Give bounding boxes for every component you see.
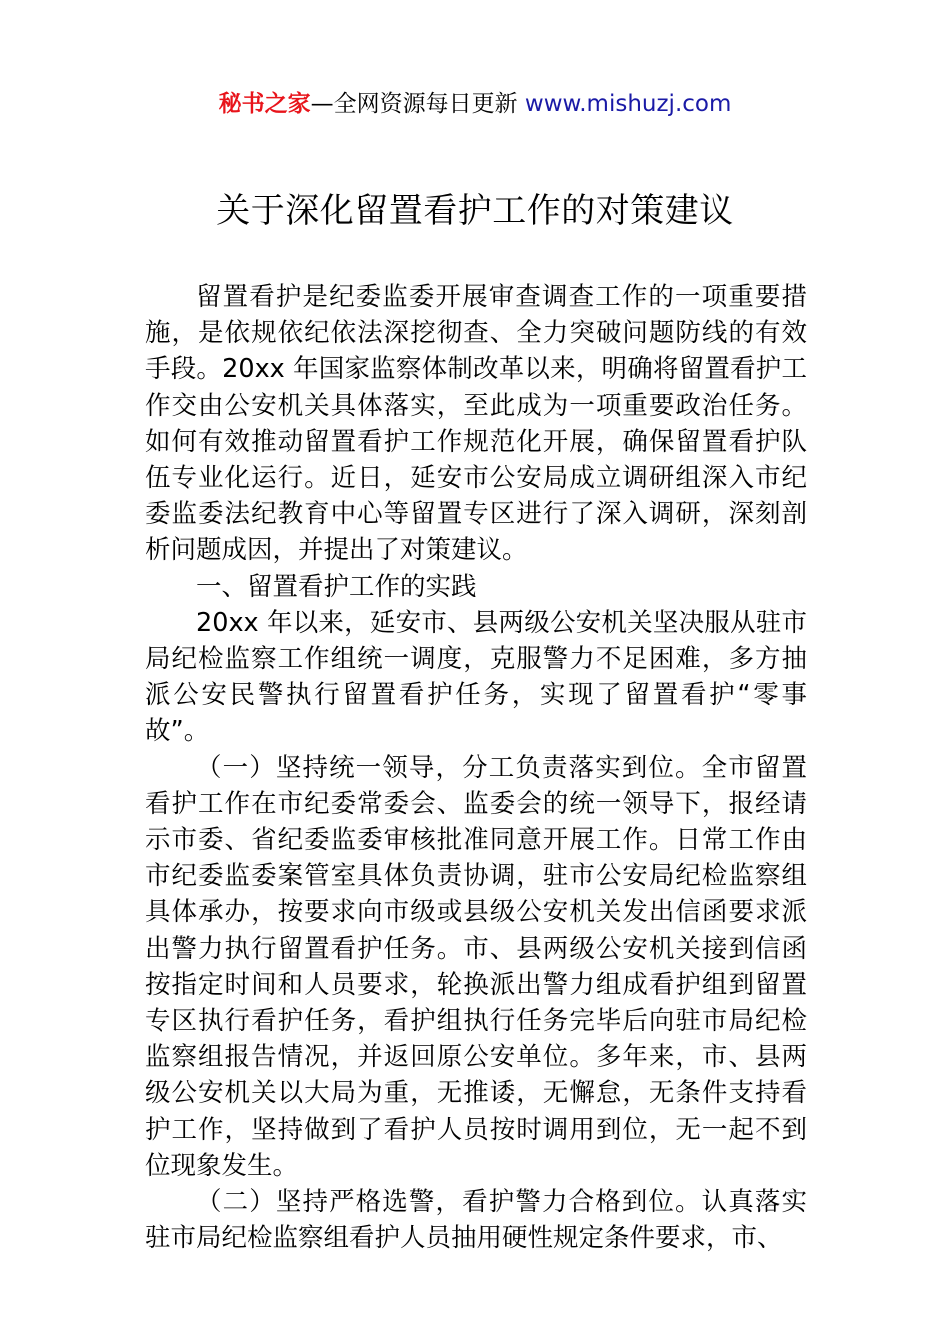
paragraph-unified-leadership: （一）坚持统一领导，分工负责落实到位。全市留置看护工作在市纪委常委会、监委会的统一领导下，报经请示市委、省纪委监委审核批准同意开展工作。日常工作由市纪委监委案管室具体负责协调，驻市公安局纪检监察组具体承办，按要求向市级或县级公安机关发出信函要求派出警力执行留置看护任务。市、县两级公安机关接到信函按指定时间和人员要求，轮换派出警力组成看护组到留置专区执行看护任务，看护组执行任务完毕后向驻市局纪检监察组报告情况，并返回原公安单位。多年来，市、县两级公安机关以大局为重，无推诿，无懈怠，无条件支持看护工作，坚持做到了看护人员按时调用到位，无一起不到位现象发生。 bbox=[145, 752, 807, 1181]
site-tagline: —全网资源每日更新 bbox=[310, 91, 518, 117]
document-title: 关于深化留置看护工作的对策建议 bbox=[216, 191, 734, 231]
section-heading-practice: 一、留置看护工作的实践 bbox=[196, 571, 477, 602]
document-body bbox=[145, 279, 807, 1256]
site-brand: 秘书之家 bbox=[218, 91, 311, 117]
site-header bbox=[0, 86, 950, 122]
paragraph-practice-summary: 20xx 年以来，延安市、县两级公安机关坚决服从驻市局纪检监察工作组统一调度，克服警力不足困难，多方抽派公安民警执行留置看护任务，实现了留置看护“零事故”。 bbox=[145, 607, 807, 747]
site-url-link[interactable]: www.mishuzj.com bbox=[524, 91, 732, 117]
paragraph-strict-selection: （二）坚持严格选警，看护警力合格到位。认真落实驻市局纪检监察组看护人员抽用硬性规定条件要求，市、 bbox=[145, 1187, 807, 1254]
paragraph-intro: 留置看护是纪委监委开展审查调查工作的一项重要措施，是依规依纪依法深挖彻查、全力突破问题防线的有效手段。20xx 年国家监察体制改革以来，明确将留置看护工作交由公安机关具体落实，至此成为一项重要政治任务。如何有效推动留置看护工作规范化开展，确保留置看护队伍专业化运行。近日，延安市公安局成立调研组深入市纪委监委法纪教育中心等留置专区进行了深入调研，深刻剖析问题成因，并提出了对策建议。 bbox=[145, 282, 807, 566]
